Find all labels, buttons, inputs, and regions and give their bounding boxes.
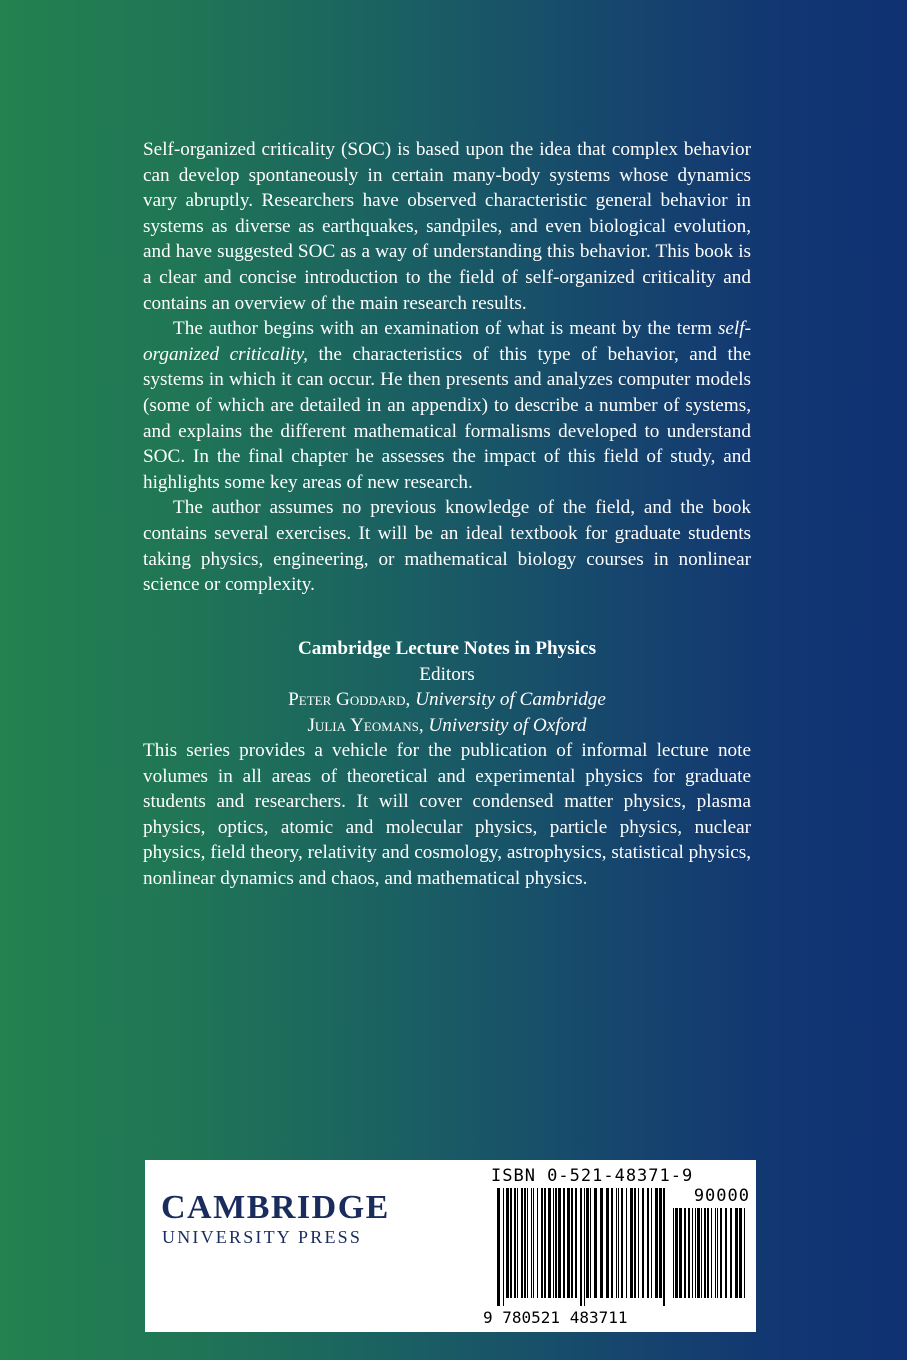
barcode-bar	[584, 1188, 585, 1306]
blurb-p2-term: self-organized criticality,	[143, 318, 751, 365]
barcode-bar	[651, 1188, 652, 1298]
publisher-name: CAMBRIDGE	[161, 1189, 390, 1226]
addon-barcode-bars	[673, 1208, 745, 1306]
barcode-bar	[555, 1188, 557, 1298]
barcode-bar	[590, 1188, 591, 1298]
price-code: 90000	[693, 1186, 750, 1206]
ean-digits: 9 780521 483711	[483, 1308, 628, 1327]
barcode-bar	[725, 1208, 727, 1298]
barcode-bar	[744, 1208, 745, 1298]
editor-2-name: Julia Yeomans,	[307, 714, 424, 736]
book-blurb	[143, 137, 751, 598]
blurb-paragraph-1: Self-organized criticality (SOC) is based upon the idea that complex behavior can develop spontaneously in certain many-body systems whose dynamics vary abruptly. Researchers have observed characteristic general behavior in systems as diverse as earthquakes, sandpiles, and even biological evolution, and have suggested SOC as a way of understanding this behavior. This book is a clear and concise introduction to the field of self-organized criticality and contains an overview of the main research results.	[143, 139, 751, 314]
barcode-bar	[630, 1188, 633, 1298]
barcode-bar	[616, 1188, 617, 1298]
barcode-bar	[594, 1188, 597, 1298]
barcode-bar	[567, 1188, 570, 1298]
barcode-bar	[707, 1208, 709, 1298]
editor-1-name: Peter Goddard,	[288, 689, 411, 711]
barcode-bar	[586, 1188, 589, 1298]
barcode-bar	[638, 1188, 639, 1298]
barcode-bar	[541, 1188, 543, 1298]
barcode-bar	[506, 1188, 509, 1298]
ean-barcode-bars	[497, 1188, 667, 1306]
barcode-bar	[531, 1188, 532, 1298]
barcode-bar	[510, 1188, 512, 1298]
blurb-paragraph-3: The author assumes no previous knowledge of the field, and the book contains several exercises. It will be an ideal textbook for graduate students taking physics, engineering, or mathematical biology courses in nonlinear science or complexity.	[143, 497, 751, 596]
isbn-label: ISBN 0-521-48371-9	[491, 1166, 694, 1186]
blurb-p2-end: the characteristics of this type of behavior, and the systems in which it can occur. He then presents and analyzes computer models (some of which are detailed in an appendix) to describe a number of systems, and explains the different mathematical formalisms developed to understand SOC. In the final chapter he assesses the impact of this field of study, and highlights some key areas of new research.	[143, 343, 751, 493]
barcode-bar	[642, 1188, 644, 1298]
barcode-bar	[514, 1188, 516, 1298]
barcode-bar	[730, 1208, 732, 1298]
barcode-bar	[571, 1188, 573, 1298]
barcode-bar	[626, 1188, 627, 1298]
barcode-bar	[527, 1188, 528, 1298]
barcode-bar	[521, 1188, 523, 1298]
barcode-bar	[715, 1208, 716, 1298]
barcode-bar	[563, 1188, 565, 1298]
editors-label: Editors	[419, 663, 475, 685]
barcode-bar	[692, 1208, 693, 1298]
barcode-bar	[711, 1208, 712, 1298]
publisher-subname: UNIVERSITY PRESS	[162, 1227, 363, 1247]
barcode-bar	[704, 1208, 706, 1298]
editor-1-affiliation: University of Cambridge	[415, 689, 606, 711]
barcode-bar	[503, 1188, 504, 1306]
barcode-bar	[600, 1188, 603, 1298]
barcode-bar	[634, 1188, 636, 1298]
barcode-bar	[701, 1208, 702, 1298]
barcode-bar	[517, 1188, 518, 1298]
barcode-bar	[533, 1188, 534, 1298]
barcode-bar	[558, 1188, 561, 1298]
barcode-bar	[618, 1188, 619, 1298]
barcode-bar	[735, 1208, 738, 1298]
barcode-bar	[647, 1188, 649, 1298]
series-info	[143, 636, 751, 738]
barcode-bar	[606, 1188, 609, 1298]
barcode-bar	[659, 1188, 662, 1298]
editor-2-affiliation: University of Oxford	[428, 714, 587, 736]
publisher-logo	[161, 1190, 390, 1248]
blurb-paragraph-2	[143, 316, 751, 495]
barcode-bar	[688, 1208, 690, 1298]
publisher-barcode-panel	[145, 1160, 756, 1332]
series-title: Cambridge Lecture Notes in Physics	[297, 638, 597, 659]
barcode-bar	[575, 1188, 577, 1298]
barcode-bar	[684, 1208, 686, 1298]
series-description: This series provides a vehicle for the publication of informal lecture note volumes in all areas of theoretical and experimental physics for graduate students and researchers. It will cover condensed matter physics, plasma physics, optics, atomic and molecular physics, particle physics, nuclear physics, field theory, relativity and cosmology, astrophysics, statistical physics, nonlinear dynamics and chaos, and mathematical physics.	[143, 740, 751, 889]
barcode-bar	[524, 1188, 526, 1298]
barcode-bar	[611, 1188, 613, 1298]
barcode-bar	[673, 1208, 674, 1298]
barcode-bar	[548, 1188, 551, 1298]
barcode-bar	[497, 1188, 500, 1306]
barcode-bar	[553, 1188, 554, 1298]
barcode-bar	[720, 1208, 722, 1298]
barcode-bar	[679, 1208, 682, 1298]
barcode-bar	[739, 1208, 742, 1298]
barcode-bar	[697, 1208, 700, 1298]
editor-2	[143, 713, 751, 739]
barcode-bar	[544, 1188, 546, 1298]
barcode-bar	[655, 1188, 658, 1298]
barcode-bar	[621, 1188, 623, 1298]
blurb-p2-start: The author begins with an examination of what is meant by the term	[173, 318, 718, 340]
barcode	[481, 1160, 756, 1332]
barcode-bar	[537, 1188, 538, 1298]
barcode-bar	[695, 1208, 696, 1298]
barcode-bar	[717, 1208, 718, 1298]
editor-1	[143, 687, 751, 713]
barcode-bar	[580, 1188, 582, 1306]
barcode-bar	[675, 1208, 678, 1298]
barcode-bar	[663, 1188, 665, 1306]
